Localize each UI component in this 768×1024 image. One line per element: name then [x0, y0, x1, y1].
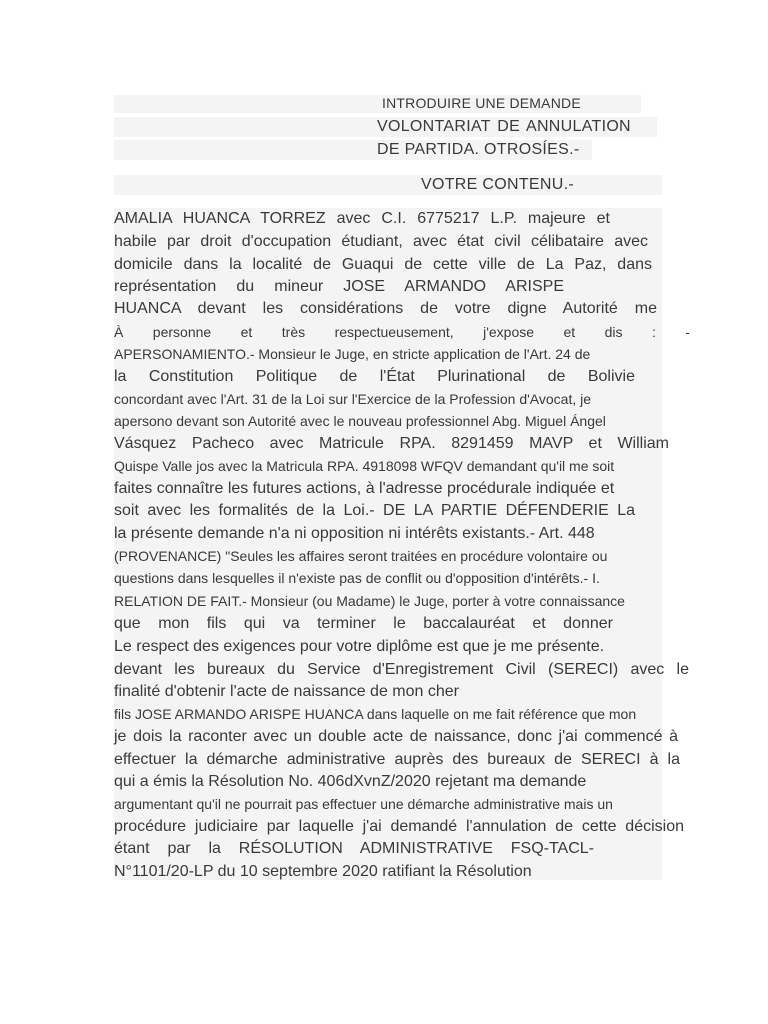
- header-band: [114, 175, 662, 195]
- body-line: APERSONAMIENTO.- Monsieur le Juge, en stricte application de l'Art. 24 de: [114, 346, 591, 362]
- body-line: faites connaître les futures actions, à l'adresse procédurale indiquée et: [114, 480, 615, 497]
- body-line: qui a émis la Résolution No. 406dXvnZ/2020 rejetant ma demande: [114, 773, 587, 790]
- body-line: la Constitution Politique de l'État Plurinational de Bolivie: [114, 368, 635, 385]
- body-line: étant par la RÉSOLUTION ADMINISTRATIVE FSQ-TACL-: [114, 840, 594, 857]
- body-line: que mon fils qui va terminer le baccalauréat et donner: [114, 615, 613, 632]
- body-line: la présente demande n'a ni opposition ni intérêts existants.- Art. 448: [114, 525, 595, 542]
- body-line: concordant avec l'Art. 31 de la Loi sur l'Exercice de la Profession d'Avocat, je: [114, 391, 592, 407]
- body-line: devant les bureaux du Service d'Enregistrement Civil (SERECI) avec le: [114, 661, 689, 678]
- body-line: (PROVENANCE) "Seules les affaires seront traitées en procédure volontaire ou: [114, 548, 608, 564]
- request-title: INTRODUIRE UNE DEMANDE: [382, 95, 581, 111]
- request-subtitle: VOLONTARIAT DE ANNULATION: [377, 118, 631, 135]
- body-line: Vásquez Pacheco avec Matricule RPA. 8291459 MAVP et William: [114, 435, 669, 452]
- body-line: représentation du mineur JOSE ARMANDO ARISPE: [114, 278, 564, 295]
- body-line: apersono devant son Autorité avec le nouveau professionnel Abg. Miguel Ángel: [114, 413, 606, 429]
- body-line: habile par droit d'occupation étudiant, avec état civil célibataire avec: [114, 233, 648, 250]
- body-line: domicile dans la localité de Guaqui de cette ville de La Paz, dans: [114, 256, 652, 273]
- body-line: finalité d'obtenir l'acte de naissance de mon cher: [114, 683, 459, 700]
- body-line: soit avec les formalités de la Loi.- DE LA PARTIE DÉFENDERIE La: [114, 502, 635, 519]
- body-line: Le respect des exigences pour votre diplôme est que je me présente.: [114, 638, 605, 655]
- body-line: N°1101/20-LP du 10 septembre 2020 ratifiant la Résolution: [114, 863, 532, 880]
- body-line: HUANCA devant les considérations de votre digne Autorité me: [114, 300, 657, 317]
- body-line: effectuer la démarche administrative auprès des bureaux de SERECI à la: [114, 751, 680, 768]
- body-line: RELATION DE FAIT.- Monsieur (ou Madame) le Juge, porter à votre connaissance: [114, 593, 625, 609]
- body-line: Quispe Valle jos avec la Matricula RPA. 4918098 WFQV demandant qu'il me soit: [114, 458, 615, 474]
- body-line: je dois la raconter avec un double acte de naissance, donc j'ai commencé à: [114, 728, 678, 745]
- body-line: À personne et très respectueusement, j'expose et dis : -: [114, 324, 690, 340]
- body-line: fils JOSE ARMANDO ARISPE HUANCA dans laquelle on me fait référence que mon: [114, 706, 637, 722]
- content-heading: VOTRE CONTENU.-: [421, 176, 574, 193]
- body-line: argumentant qu'il ne pourrait pas effectuer une démarche administrative mais un: [114, 796, 613, 812]
- body-line: procédure judiciaire par laquelle j'ai demandé l'annulation de cette décision: [114, 818, 684, 835]
- request-subtitle-2: DE PARTIDA. OTROSÍES.-: [377, 141, 580, 158]
- body-line: AMALIA HUANCA TORREZ avec C.I. 6775217 L.P. majeure et: [114, 210, 610, 227]
- body-line: questions dans lesquelles il n'existe pas de conflit ou d'opposition d'intérêts.- I.: [114, 570, 600, 586]
